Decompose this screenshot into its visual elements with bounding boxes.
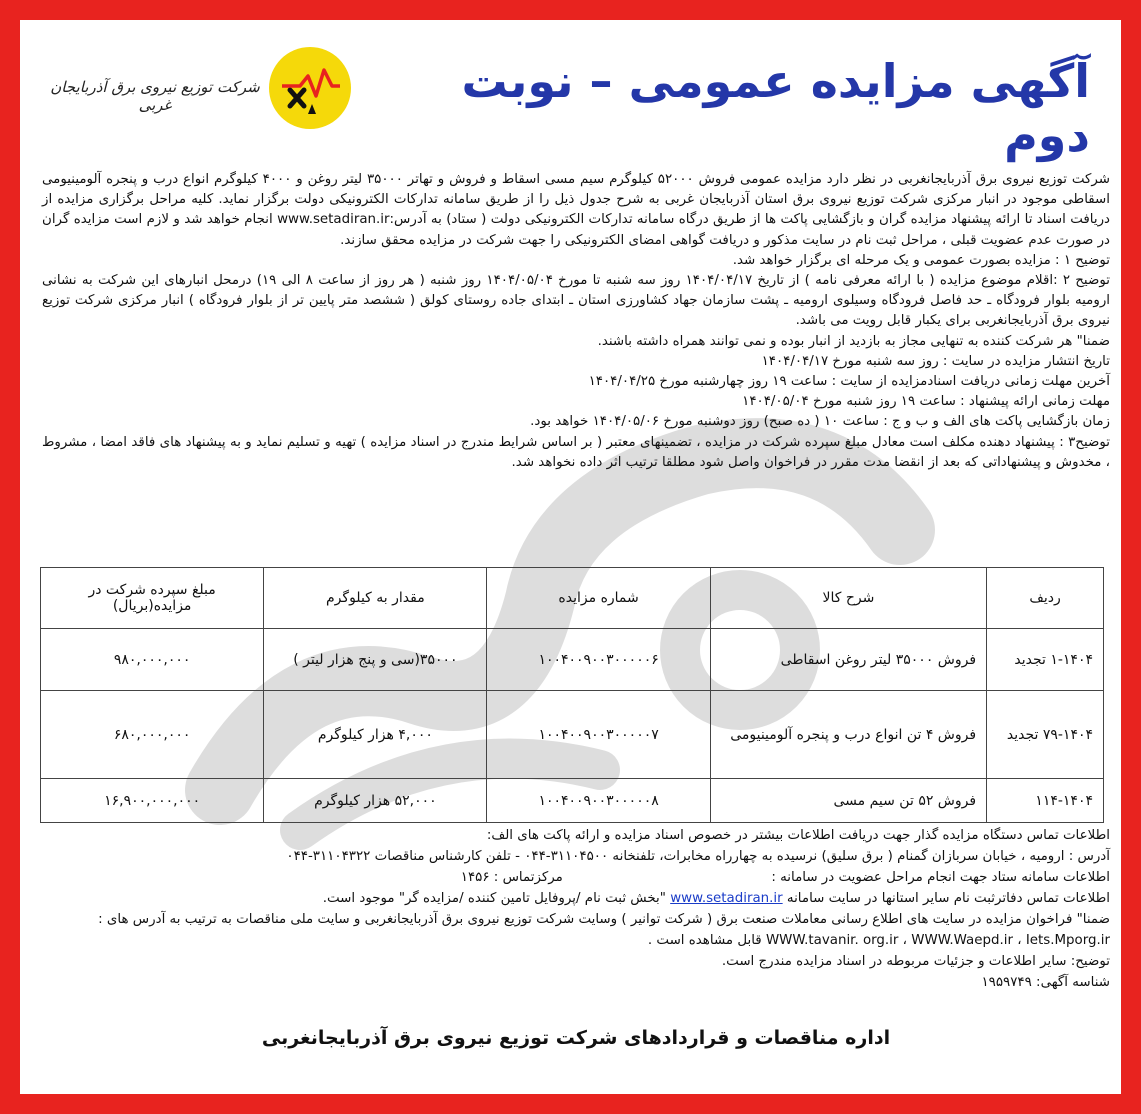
publication-sites: ضمنا" فراخوان مزایده در سایت های اطلاع رسانی معاملات صنعت برق ( شرکت توانیر ) وسایت شرکت توزیع نیروی برق آذربایجانغربی و سایت ملی مناقصات به ترتیب به آدرس های : bbox=[98, 912, 1110, 927]
table-header-row bbox=[41, 568, 1104, 629]
page-title: آگهی مزایده عمومی – نوبت دوم bbox=[461, 54, 1090, 162]
table-row bbox=[41, 779, 1104, 823]
opening-time: زمان بازگشایی پاکت های الف و ب و ج : ساعت ۱۰ ( ده صبح) روز دوشنبه مورخ ۱۴۰۴/۰۵/۰۶ خواهد بود. bbox=[530, 414, 1110, 430]
col-auction-number: شماره مزایده bbox=[487, 568, 710, 629]
row-description: فروش ۳۵۰۰۰ لیتر روغن اسقاطی bbox=[710, 629, 986, 691]
footer-signature: اداره مناقصات و قراردادهای شرکت توزیع نیروی برق آذربایجانغربی bbox=[261, 1027, 891, 1049]
company-logo bbox=[268, 46, 352, 130]
note-details: توضیح: سایر اطلاعات و جزئیات مربوطه در اسناد مزایده مندرج است. bbox=[721, 954, 1110, 969]
document-deadline: آخرین مهلت زمانی دریافت اسنادمزایده از سایت : ساعت ۱۹ روز چهارشنبه مورخ ۱۴۰۴/۰۴/۲۵ bbox=[588, 374, 1110, 390]
site-addresses: WWW.tavanir. org.ir ، WWW.Waepd.ir ، Iets.Mporg.ir قابل مشاهده است . bbox=[647, 933, 1110, 948]
row-deposit: ۶۸۰,۰۰۰,۰۰۰ bbox=[41, 691, 264, 779]
company-logo-text: شرکت توزیع نیروی برق آذربایجان غربی bbox=[50, 78, 260, 114]
setadiran-link[interactable]: www.setadiran.ir bbox=[670, 891, 783, 906]
col-deposit: مبلغ سپرده شرکت در مزایده(بریال) bbox=[41, 568, 264, 629]
table-row bbox=[41, 691, 1104, 779]
table-row bbox=[41, 629, 1104, 691]
contact-intro: اطلاعات تماس دستگاه مزایده گذار جهت دریافت اطلاعات بیشتر در خصوص اسناد مزایده و ارائه پاکت های الف: bbox=[486, 828, 1110, 843]
setad-label: اطلاعات سامانه ستاد جهت انجام مراحل عضویت در سامانه : bbox=[771, 870, 1110, 885]
col-description: شرح کالا bbox=[710, 568, 986, 629]
announcement-text bbox=[42, 170, 1110, 473]
registration-text: اطلاعات تماس دفاترثبت نام سایر استانها در سایت سامانه bbox=[786, 891, 1110, 906]
col-row: ردیف bbox=[987, 568, 1104, 629]
note-3: توضیح۳ : پیشنهاد دهنده مکلف است معادل مبلغ سپرده شرکت در مزایده ، تضمینهای معتبر ( بر اساس شرایط مندرج در اسناد مزایده ) تهیه و تسلیم نماید و به پیشنهاد های فاقد امضا ، مشروط ، مخدوش و پیشنهاداتی که بعد از انقضا مدت مقرر در فراخوان واصل شود مطلقا ترتیب اثر داده نخواهد شد. bbox=[42, 434, 1110, 470]
row-id: ۱۱۴-۱۴۰۴ bbox=[987, 779, 1104, 823]
row-id: ۷۹-۱۴۰۴ تجدید bbox=[987, 691, 1104, 779]
document-body bbox=[20, 20, 1121, 1094]
offer-deadline: مهلت زمانی ارائه پیشنهاد : ساعت ۱۹ روز شنبه مورخ ۱۴۰۴/۰۵/۰۴ bbox=[742, 394, 1110, 410]
row-description: فروش ۵۲ تن سیم مسی bbox=[710, 779, 986, 823]
registration-offices bbox=[42, 888, 1110, 909]
row-id: ۱-۱۴۰۴ تجدید bbox=[987, 629, 1104, 691]
row-quantity: ۴,۰۰۰ هزار کیلوگرم bbox=[264, 691, 487, 779]
note-visit: ضمنا" هر شرکت کننده به تنهایی مجاز به بازدید از انبار بوده و نمی توانند همراه داشته باشند. bbox=[597, 333, 1110, 349]
setad-info bbox=[42, 867, 1110, 888]
row-deposit: ۱۶,۹۰۰,۰۰۰,۰۰۰ bbox=[41, 779, 264, 823]
contact-address: آدرس : ارومیه ، خیابان سربازان گمنام ( برق سلیق) نرسیده به چهارراه مخابرات، تلفنخانه ۳۱۱۰۴۵۰۰-۰۴۴ - تلفن کارشناس مناقصات ۳۱۱۰۴۳۲۲-۰۴۴ bbox=[286, 849, 1110, 864]
registration-text-end: "بخش ثبت نام /پروفایل تامین کننده /مزایده گر" موجود است. bbox=[322, 891, 666, 906]
row-auction-number: ۱۰۰۴۰۰۹۰۰۳۰۰۰۰۰۸ bbox=[487, 779, 710, 823]
row-quantity: ۳۵۰۰۰(سی و پنج هزار لیتر ) bbox=[264, 629, 487, 691]
note-2: توضیح ۲ :اقلام موضوع مزایده ( با ارائه معرفی نامه ) از تاریخ ۱۴۰۴/۰۴/۱۷ روز سه شنبه تا مورخ ۱۴۰۴/۰۵/۰۴ روز شنبه ( هر روز از ساعت ۸ الی ۱۹) درمحل انبارهای این شرکت به نشانی ارومیه بلوار فرودگاه ـ حد فاصل فرودگاه وسیلوی ارومیه ـ پشت سازمان جهاد کشاورزی استان ـ ابتدای جاده روستای کولق ( ششصد متر پایین تر از بلوار فرودگاه ) انبار مرکزی شرکت توزیع نیروی برق آذربایجانغربی برای یکبار قابل رویت می باشد. bbox=[42, 273, 1110, 329]
row-deposit: ۹۸۰,۰۰۰,۰۰۰ bbox=[41, 629, 264, 691]
auction-lots-table bbox=[40, 567, 1104, 823]
contact-info bbox=[42, 825, 1110, 993]
call-center: مرکزتماس : ۱۴۵۶ bbox=[460, 870, 563, 885]
note-1: توضیح ۱ : مزایده بصورت عمومی و یک مرحله ای برگزار خواهد شد. bbox=[732, 252, 1110, 268]
row-description: فروش ۴ تن انواع درب و پنجره آلومینیومی bbox=[710, 691, 986, 779]
row-quantity: ۵۲,۰۰۰ هزار کیلوگرم bbox=[264, 779, 487, 823]
intro-paragraph: شرکت توزیع نیروی برق آذربایجانغربی در نظر دارد مزایده عمومی فروش ۵۲۰۰۰ کیلوگرم سیم مسی اسقاط و فروش و تهاتر ۳۵۰۰۰ لیتر روغن و ۴۰۰۰ کیلوگرم انواع درب و پنجره آلومینیومی اسقاطی موجود در انبار مرکزی شرکت توزیع نیروی برق استان آذربایجان غربی به شرح جدول ذیل را از طریق سامانه تدارکات الکترونیکی دولت برگزار نماید. کلیه مراحل برگزاری مزایده از دریافت اسناد تا ارائه پیشنهاد مزایده گران و بازگشایی پاکت ها از طریق درگاه سامانه تدارکات الکترونیکی دولت ( ستاد) به آدرس:www.setadiran.ir انجام خواهد شد و لازم است مزایده گران در صورت عدم عضویت قبلی ، مراحل ثبت نام در سایت مذکور و دریافت گواهی امضای الکترونیکی را جهت شرکت در مزایده محقق سازند. bbox=[42, 172, 1110, 248]
col-quantity: مقدار به کیلوگرم bbox=[264, 568, 487, 629]
row-auction-number: ۱۰۰۴۰۰۹۰۰۳۰۰۰۰۰۷ bbox=[487, 691, 710, 779]
publish-date: تاریخ انتشار مزایده در سایت : روز سه شنبه مورخ ۱۴۰۴/۰۴/۱۷ bbox=[761, 353, 1110, 369]
row-auction-number: ۱۰۰۴۰۰۹۰۰۳۰۰۰۰۰۶ bbox=[487, 629, 710, 691]
ad-id: شناسه آگهی: ۱۹۵۹۷۴۹ bbox=[981, 975, 1110, 990]
